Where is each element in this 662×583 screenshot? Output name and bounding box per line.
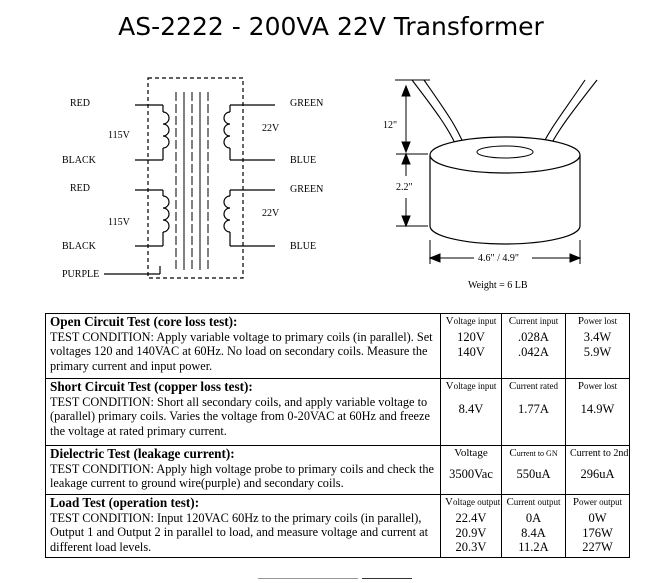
cell-value: 20.3V bbox=[455, 540, 487, 554]
label-115v-2: 115V bbox=[108, 217, 130, 228]
primary-coil-1 bbox=[135, 105, 169, 160]
power-cell: Power lost 3.4W 5.9W bbox=[566, 314, 630, 379]
current-cell: Current to GN 550uA bbox=[502, 446, 566, 495]
cell-value: 20.9V bbox=[455, 525, 487, 540]
label-red-1: RED bbox=[70, 98, 90, 109]
column-header: urrent input bbox=[516, 316, 559, 326]
label-black-2: BLACK bbox=[62, 241, 96, 252]
lead-length-label: 12" bbox=[383, 120, 398, 131]
toroid-hole bbox=[477, 146, 533, 158]
test-heading: Open Circuit Test (core loss test): bbox=[50, 314, 238, 329]
label-22v-2: 22V bbox=[262, 208, 280, 219]
column-header: ower lost bbox=[583, 316, 618, 326]
test-description bbox=[46, 495, 441, 558]
label-blue-2: BLUE bbox=[290, 241, 317, 252]
table-row bbox=[46, 495, 630, 558]
diameter-label: 4.6" / 4.9" bbox=[478, 253, 519, 264]
cell-value: 11.2A bbox=[518, 540, 549, 554]
cell-value: .042A bbox=[518, 344, 549, 359]
column-header: ower output bbox=[578, 497, 623, 507]
test-heading: Dielectric Test (leakage current): bbox=[50, 446, 235, 461]
label-115v-1: 115V bbox=[108, 130, 130, 141]
current-cell: Current rated 1.77A bbox=[502, 379, 566, 446]
height-label: 2.2" bbox=[396, 182, 413, 193]
toroid-drawing bbox=[383, 80, 597, 291]
cell-value: 22.4V bbox=[455, 511, 487, 525]
table-row bbox=[46, 446, 630, 495]
cell-value: 3.4W bbox=[583, 330, 612, 344]
column-header: oltage input bbox=[453, 381, 497, 391]
cell-value: 296uA bbox=[580, 467, 615, 481]
label-green-2: GREEN bbox=[290, 184, 324, 195]
cell-value: 0W bbox=[588, 511, 607, 525]
voltage-cell: Voltage output 22.4V 20.9V 20.3V bbox=[441, 495, 502, 558]
page-title: AS-2222 - 200VA 22V Transformer bbox=[118, 12, 544, 41]
label-black-1: BLACK bbox=[62, 155, 96, 166]
table-row bbox=[46, 314, 630, 379]
cell-value: 1.77A bbox=[518, 402, 549, 416]
test-heading: Load Test (operation test): bbox=[50, 495, 200, 510]
current-cell: Current input .028A .042A bbox=[502, 314, 566, 379]
label-red-2: RED bbox=[70, 183, 90, 194]
test-results-table bbox=[45, 313, 630, 558]
column-header: urrent rated bbox=[516, 381, 559, 391]
test-condition: TEST CONDITION: Short all secondary coils, and apply variable voltage to (parallel) primary coils. Varies the voltage from 0-20VAC at 60Hz and freeze the voltage at rated primary current. bbox=[50, 394, 430, 438]
test-condition: TEST CONDITION: Apply high voltage probe to primary coils and check the leakage current to ground wire(purple) and secondary coils. bbox=[50, 461, 434, 490]
cell-value: 120V bbox=[457, 330, 485, 344]
label-purple: PURPLE bbox=[62, 269, 100, 280]
column-header: oltage input bbox=[453, 316, 497, 326]
voltage-cell bbox=[441, 446, 502, 495]
cell-value: 3500Vac bbox=[449, 467, 493, 481]
cell-value: 5.9W bbox=[583, 344, 612, 359]
divider bbox=[362, 578, 412, 579]
label-22v-1: 22V bbox=[262, 123, 280, 134]
cell-value: 176W bbox=[582, 525, 613, 540]
cell-value: 140V bbox=[457, 344, 485, 359]
transformer-schematic bbox=[62, 78, 323, 280]
primary-coil-2 bbox=[135, 190, 169, 246]
cell-value: 8.4A bbox=[521, 525, 546, 540]
label-blue-1: BLUE bbox=[290, 155, 317, 166]
column-header: urrent output bbox=[513, 497, 561, 507]
current-secondary-cell bbox=[566, 446, 630, 495]
test-description bbox=[46, 446, 441, 495]
core-enclosure bbox=[148, 78, 243, 278]
test-condition: TEST CONDITION: Apply variable voltage to primary coils (in parallel). Set voltages 120 and 140VAC at 60Hz. No load on secondary coils. Measure the primary current and input power. bbox=[50, 329, 433, 373]
power-cell: Power lost 14.9W bbox=[566, 379, 630, 446]
current-cell: Current output 0A 8.4A 11.2A bbox=[502, 495, 566, 558]
test-heading: Short Circuit Test (copper loss test): bbox=[50, 379, 253, 394]
power-cell: Power output 0W 176W 227W bbox=[566, 495, 630, 558]
cell-value: 550uA bbox=[516, 467, 551, 481]
column-header: oltage output bbox=[452, 497, 501, 507]
divider bbox=[258, 578, 358, 579]
cell-value: 227W bbox=[582, 540, 613, 554]
cell-value: 14.9W bbox=[580, 402, 615, 416]
lead-length-dimension bbox=[395, 80, 430, 152]
test-description bbox=[46, 314, 441, 379]
column-header: ower lost bbox=[583, 381, 618, 391]
table-row bbox=[46, 379, 630, 446]
column-header: Voltage bbox=[454, 447, 488, 459]
column-header: urrent to GN bbox=[516, 449, 558, 458]
voltage-cell: Voltage input 8.4V bbox=[441, 379, 502, 446]
test-description bbox=[46, 379, 441, 446]
column-header: Current to 2nd bbox=[570, 448, 629, 459]
label-green-1: GREEN bbox=[290, 98, 324, 109]
voltage-cell: Voltage input 120V 140V bbox=[441, 314, 502, 379]
cell-value: 8.4V bbox=[458, 402, 484, 416]
core-lines bbox=[176, 92, 208, 270]
weight-label: Weight = 6 LB bbox=[468, 280, 528, 291]
test-condition: TEST CONDITION: Input 120VAC 60Hz to the primary coils (in parallel), Output 1 and Output 2 in parallel to load, and measure voltage and current at different load levels. bbox=[50, 510, 429, 554]
cell-value: .028A bbox=[518, 330, 549, 344]
cell-value: 0A bbox=[525, 511, 542, 525]
